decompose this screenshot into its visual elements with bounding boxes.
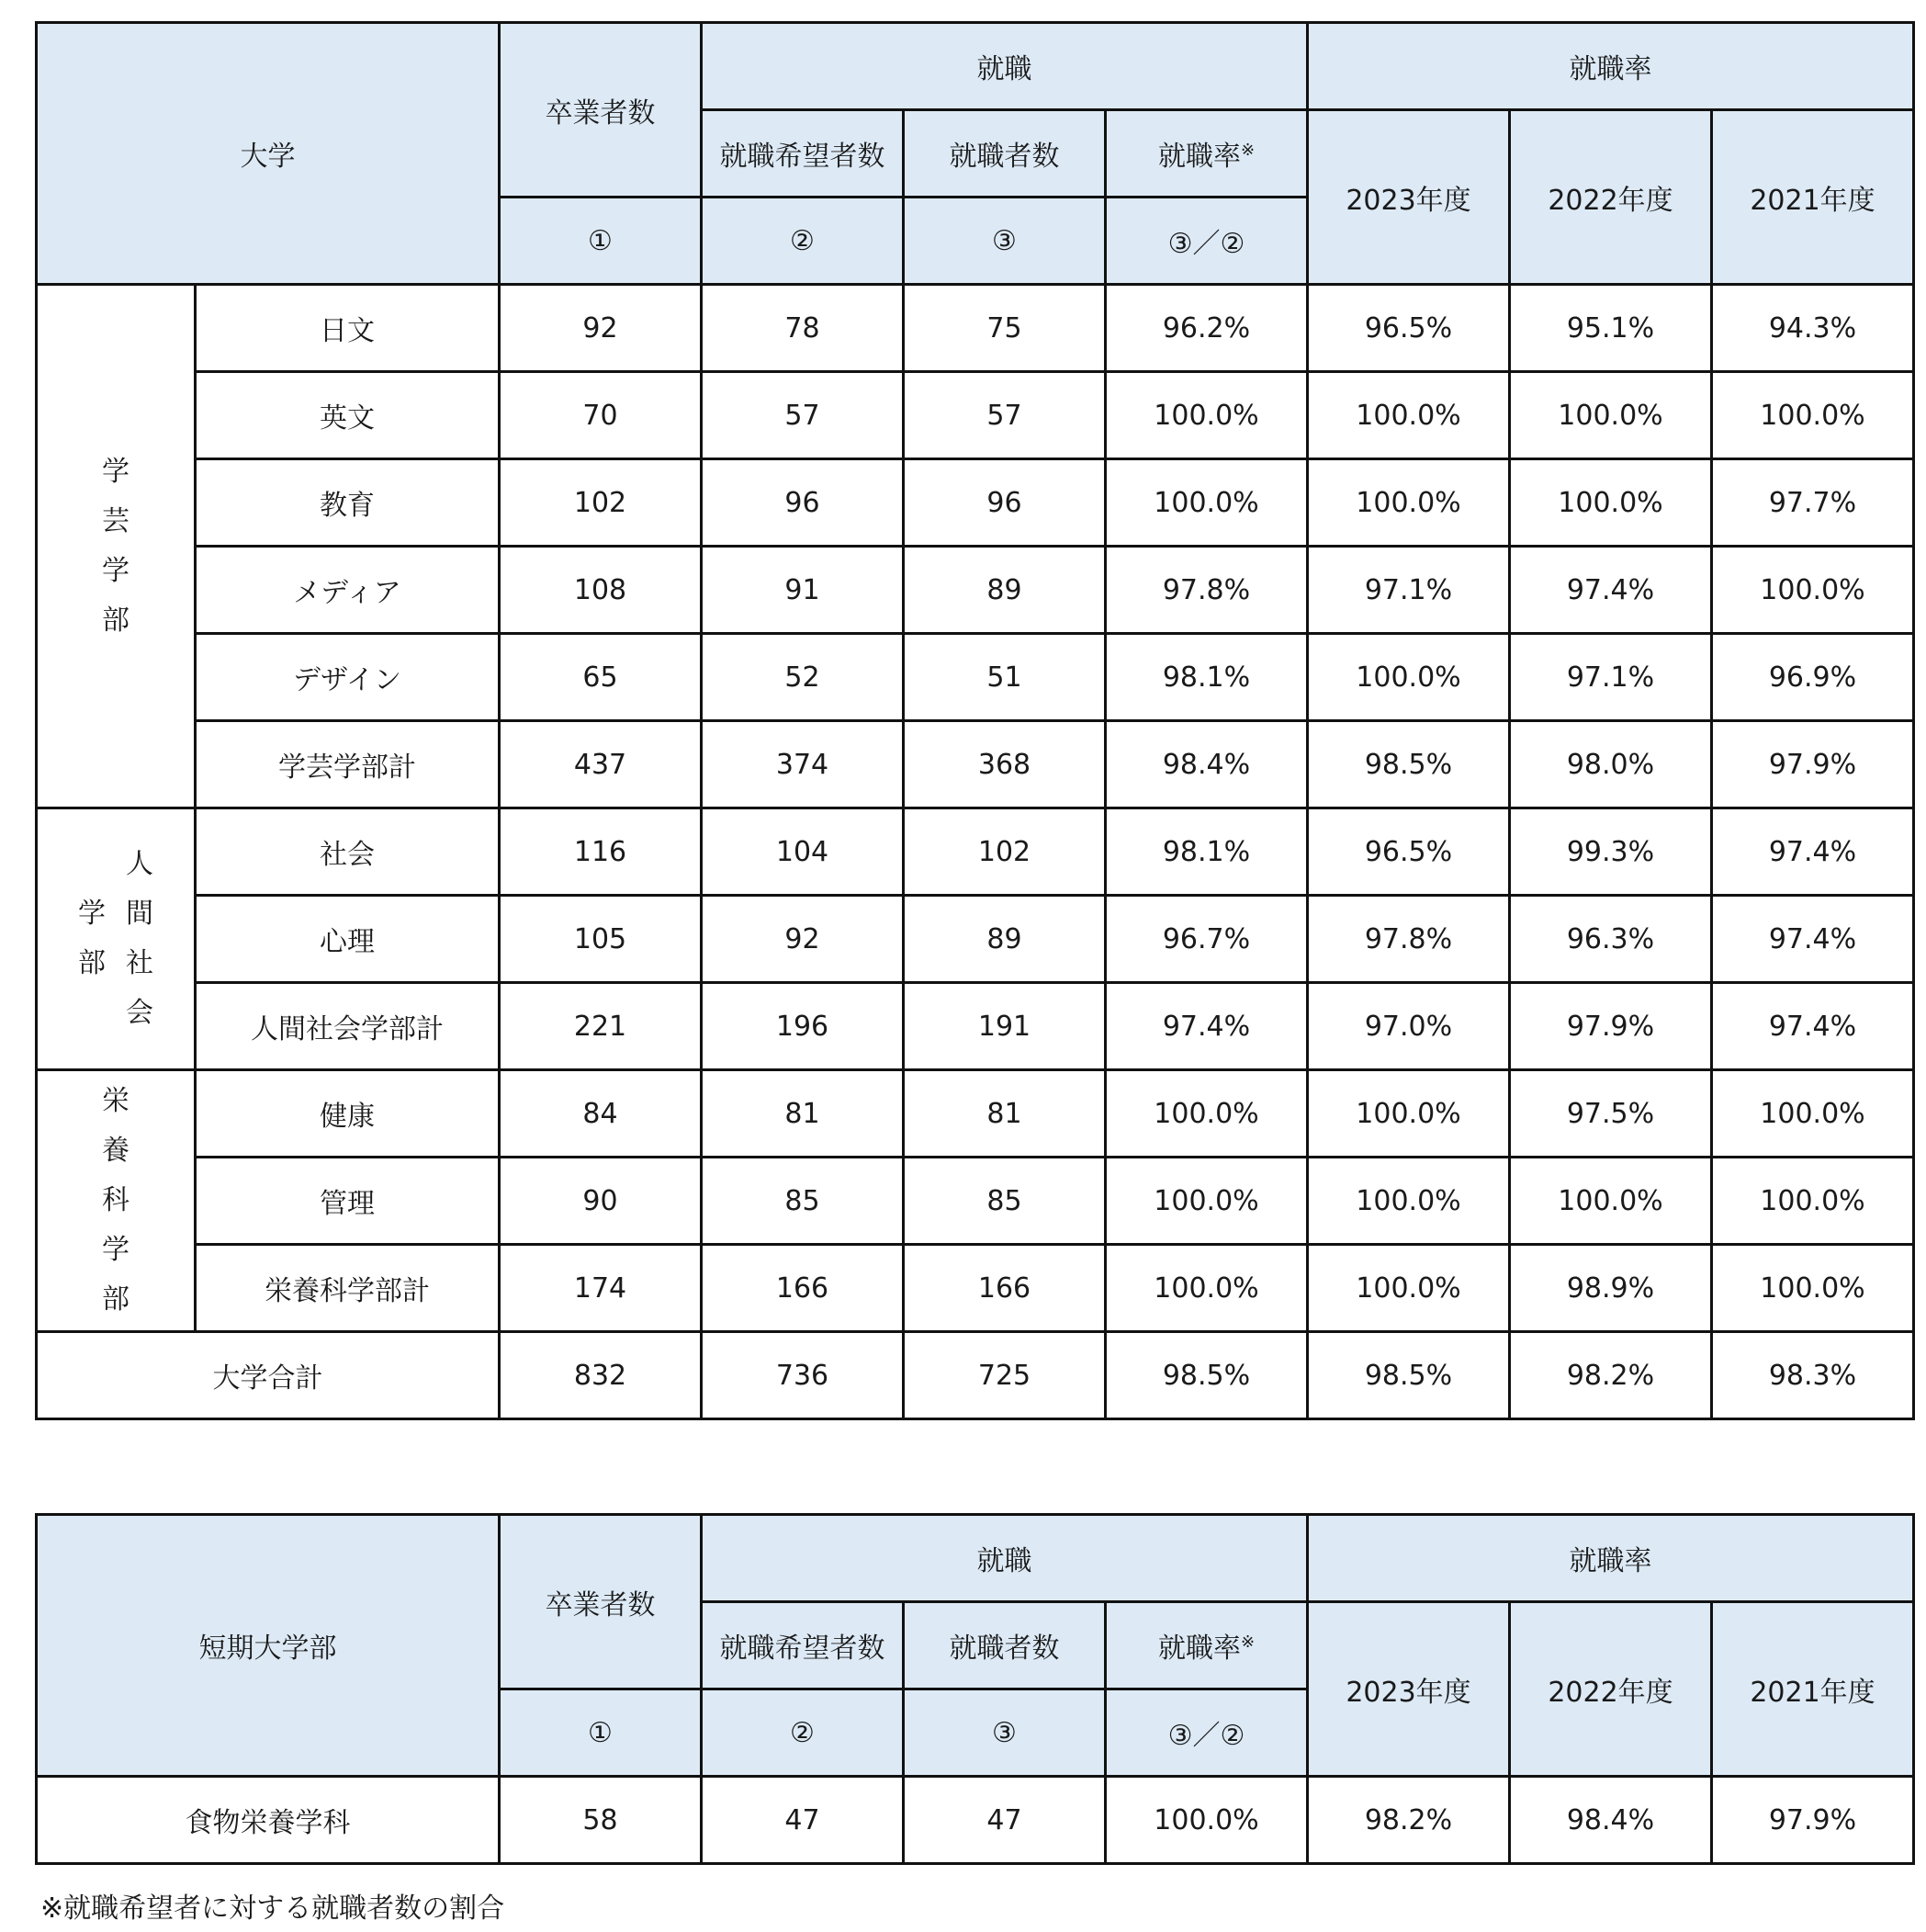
graduates-cell: 92 — [500, 285, 702, 372]
dept-name: 管理 — [196, 1158, 500, 1245]
table-row — [37, 721, 1914, 808]
dept-name: 英文 — [196, 372, 500, 459]
table-row — [37, 896, 1914, 983]
employed-cell: 89 — [904, 896, 1106, 983]
graduates-cell: 58 — [500, 1777, 702, 1864]
rate-cell: 100.0% — [1106, 1158, 1308, 1245]
employed-cell: 47 — [904, 1777, 1106, 1864]
table-row — [37, 285, 1914, 372]
header-rate — [1106, 110, 1308, 198]
rate-2021-cell: 97.4% — [1712, 896, 1914, 983]
rate-cell: 96.2% — [1106, 285, 1308, 372]
rate-2023-cell: 97.1% — [1308, 547, 1510, 634]
rate-cell: 98.4% — [1106, 721, 1308, 808]
rate-2023-cell: 100.0% — [1308, 459, 1510, 547]
header-index-employed: ③ — [904, 1689, 1106, 1777]
dept-name: 教育 — [196, 459, 500, 547]
rate-cell: 96.7% — [1106, 896, 1308, 983]
applicants-cell: 85 — [702, 1158, 904, 1245]
rate-cell: 100.0% — [1106, 459, 1308, 547]
graduates-cell: 116 — [500, 808, 702, 896]
rate-2021-cell: 100.0% — [1712, 1245, 1914, 1332]
applicants-cell: 96 — [702, 459, 904, 547]
faculty-label-gakugei: 学 芸 学 部 — [37, 285, 196, 808]
rate-2022-cell: 96.3% — [1510, 896, 1712, 983]
applicants-cell: 736 — [702, 1332, 904, 1419]
rate-cell: 98.5% — [1106, 1332, 1308, 1419]
header-employed: 就職者数 — [904, 110, 1106, 198]
graduates-cell: 108 — [500, 547, 702, 634]
rate-2022-cell: 100.0% — [1510, 459, 1712, 547]
employed-cell: 75 — [904, 285, 1106, 372]
rate-cell: 100.0% — [1106, 372, 1308, 459]
rate-2022-cell: 97.5% — [1510, 1070, 1712, 1158]
rate-2022-cell: 98.4% — [1510, 1777, 1712, 1864]
rate-2022-cell: 97.4% — [1510, 547, 1712, 634]
employed-cell: 85 — [904, 1158, 1106, 1245]
table-row — [37, 1158, 1914, 1245]
rate-2021-cell: 100.0% — [1712, 372, 1914, 459]
header-year-2022: 2022年度 — [1510, 110, 1712, 285]
rate-2022-cell: 98.2% — [1510, 1332, 1712, 1419]
header-year-2023: 2023年度 — [1308, 110, 1510, 285]
header-applicants: 就職希望者数 — [702, 1602, 904, 1689]
header-rate-mark: ※ — [1240, 1633, 1256, 1652]
rate-cell: 97.4% — [1106, 983, 1308, 1070]
rate-2023-cell: 96.5% — [1308, 808, 1510, 896]
rate-2022-cell: 100.0% — [1510, 1158, 1712, 1245]
rate-2021-cell: 97.4% — [1712, 808, 1914, 896]
table-row-total — [37, 1332, 1914, 1419]
applicants-cell: 52 — [702, 634, 904, 721]
table-row — [37, 634, 1914, 721]
rate-2023-cell: 98.2% — [1308, 1777, 1510, 1864]
applicants-cell: 166 — [702, 1245, 904, 1332]
dept-name: 学芸学部計 — [196, 721, 500, 808]
header-year-2021: 2021年度 — [1712, 110, 1914, 285]
graduates-cell: 105 — [500, 896, 702, 983]
header-index-applicants: ② — [702, 198, 904, 285]
rate-2023-cell: 100.0% — [1308, 1070, 1510, 1158]
graduates-cell: 102 — [500, 459, 702, 547]
rate-2023-cell: 97.8% — [1308, 896, 1510, 983]
graduates-cell: 65 — [500, 634, 702, 721]
header-graduates: 卒業者数 — [500, 1515, 702, 1689]
header-employed: 就職者数 — [904, 1602, 1106, 1689]
table-row — [37, 372, 1914, 459]
applicants-cell: 47 — [702, 1777, 904, 1864]
dept-name: 日文 — [196, 285, 500, 372]
dept-name: 心理 — [196, 896, 500, 983]
dept-name: 栄養科学部計 — [196, 1245, 500, 1332]
graduates-cell: 437 — [500, 721, 702, 808]
junior-college-employment-table — [35, 1513, 1915, 1865]
rate-2021-cell: 97.9% — [1712, 1777, 1914, 1864]
header-year-2021: 2021年度 — [1712, 1602, 1914, 1777]
employed-cell: 57 — [904, 372, 1106, 459]
applicants-cell: 196 — [702, 983, 904, 1070]
rate-cell: 100.0% — [1106, 1245, 1308, 1332]
rate-2021-cell: 100.0% — [1712, 547, 1914, 634]
rate-cell: 98.1% — [1106, 634, 1308, 721]
graduates-cell: 70 — [500, 372, 702, 459]
applicants-cell: 374 — [702, 721, 904, 808]
rate-2023-cell: 100.0% — [1308, 372, 1510, 459]
rate-cell: 100.0% — [1106, 1777, 1308, 1864]
rate-2023-cell: 100.0% — [1308, 634, 1510, 721]
employed-cell: 191 — [904, 983, 1106, 1070]
rate-2023-cell: 100.0% — [1308, 1245, 1510, 1332]
rate-2021-cell: 98.3% — [1712, 1332, 1914, 1419]
applicants-cell: 92 — [702, 896, 904, 983]
rate-2021-cell: 94.3% — [1712, 285, 1914, 372]
employed-cell: 81 — [904, 1070, 1106, 1158]
rate-2021-cell: 100.0% — [1712, 1070, 1914, 1158]
rate-cell: 100.0% — [1106, 1070, 1308, 1158]
applicants-cell: 81 — [702, 1070, 904, 1158]
rate-2022-cell: 98.9% — [1510, 1245, 1712, 1332]
table-row — [37, 983, 1914, 1070]
rate-2021-cell: 97.4% — [1712, 983, 1914, 1070]
employed-cell: 368 — [904, 721, 1106, 808]
total-label: 大学合計 — [37, 1332, 500, 1419]
table-row — [37, 808, 1914, 896]
rate-2023-cell: 97.0% — [1308, 983, 1510, 1070]
header-rate-label: 就職率 — [1157, 1633, 1241, 1665]
graduates-cell: 90 — [500, 1158, 702, 1245]
applicants-cell: 57 — [702, 372, 904, 459]
dept-name: メディア — [196, 547, 500, 634]
rate-2023-cell: 98.5% — [1308, 721, 1510, 808]
rate-2021-cell: 96.9% — [1712, 634, 1914, 721]
header-employment-group: 就職 — [702, 1515, 1308, 1602]
table-row — [37, 547, 1914, 634]
header-rate — [1106, 1602, 1308, 1689]
footnote: ※就職希望者に対する就職者数の割合 — [40, 1892, 505, 1925]
rate-2022-cell: 97.1% — [1510, 634, 1712, 721]
header-rate-group: 就職率 — [1308, 1515, 1914, 1602]
rate-2022-cell: 99.3% — [1510, 808, 1712, 896]
header-index-rate: ③／② — [1106, 1689, 1308, 1777]
rate-2023-cell: 98.5% — [1308, 1332, 1510, 1419]
header-employment-group: 就職 — [702, 23, 1308, 110]
header-junior-college: 短期大学部 — [37, 1515, 500, 1777]
header-index-rate: ③／② — [1106, 198, 1308, 285]
graduates-cell: 832 — [500, 1332, 702, 1419]
employed-cell: 725 — [904, 1332, 1106, 1419]
header-year-2023: 2023年度 — [1308, 1602, 1510, 1777]
header-index-employed: ③ — [904, 198, 1106, 285]
dept-name: デザイン — [196, 634, 500, 721]
employed-cell: 166 — [904, 1245, 1106, 1332]
faculty-label-eiyou: 栄 養 科 学 部 — [37, 1070, 196, 1332]
rate-2021-cell: 97.7% — [1712, 459, 1914, 547]
table-row — [37, 1777, 1914, 1864]
table-row — [37, 1070, 1914, 1158]
graduates-cell: 174 — [500, 1245, 702, 1332]
rate-2021-cell: 97.9% — [1712, 721, 1914, 808]
rate-2022-cell: 95.1% — [1510, 285, 1712, 372]
employed-cell: 89 — [904, 547, 1106, 634]
header-university: 大学 — [37, 23, 500, 285]
employed-cell: 96 — [904, 459, 1106, 547]
header-year-2022: 2022年度 — [1510, 1602, 1712, 1777]
header-rate-label: 就職率 — [1157, 141, 1241, 173]
header-applicants: 就職希望者数 — [702, 110, 904, 198]
rate-cell: 97.8% — [1106, 547, 1308, 634]
table-row — [37, 1245, 1914, 1332]
header-index-graduates: ① — [500, 198, 702, 285]
dept-name: 食物栄養学科 — [37, 1777, 500, 1864]
applicants-cell: 91 — [702, 547, 904, 634]
header-index-graduates: ① — [500, 1689, 702, 1777]
employed-cell: 51 — [904, 634, 1106, 721]
dept-name: 人間社会学部計 — [196, 983, 500, 1070]
graduates-cell: 221 — [500, 983, 702, 1070]
applicants-cell: 104 — [702, 808, 904, 896]
faculty-label-ningen: 人 間 社 会 学 部 — [37, 808, 196, 1070]
table-row — [37, 459, 1914, 547]
rate-2022-cell: 97.9% — [1510, 983, 1712, 1070]
header-rate-mark: ※ — [1240, 141, 1256, 160]
rate-2021-cell: 100.0% — [1712, 1158, 1914, 1245]
header-index-applicants: ② — [702, 1689, 904, 1777]
university-employment-table — [35, 21, 1915, 1420]
rate-2023-cell: 96.5% — [1308, 285, 1510, 372]
header-graduates: 卒業者数 — [500, 23, 702, 198]
header-rate-group: 就職率 — [1308, 23, 1914, 110]
applicants-cell: 78 — [702, 285, 904, 372]
rate-cell: 98.1% — [1106, 808, 1308, 896]
rate-2022-cell: 100.0% — [1510, 372, 1712, 459]
rate-2022-cell: 98.0% — [1510, 721, 1712, 808]
rate-2023-cell: 100.0% — [1308, 1158, 1510, 1245]
employed-cell: 102 — [904, 808, 1106, 896]
dept-name: 社会 — [196, 808, 500, 896]
graduates-cell: 84 — [500, 1070, 702, 1158]
dept-name: 健康 — [196, 1070, 500, 1158]
